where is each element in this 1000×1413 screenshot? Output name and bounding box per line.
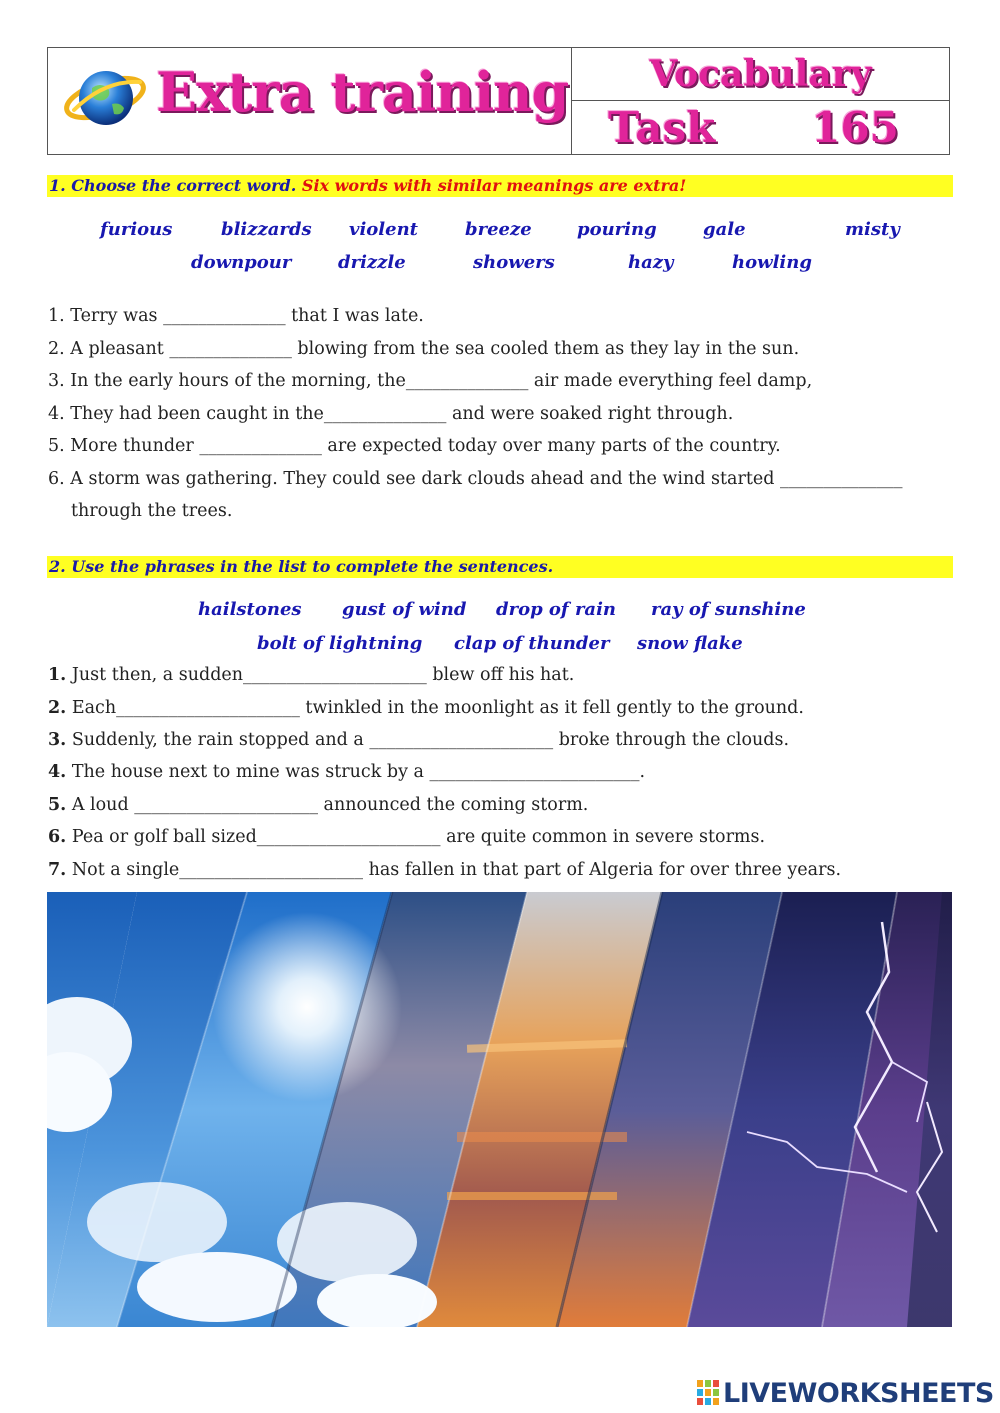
sentence-number: 1.: [48, 665, 67, 685]
exercise2-sentence: [48, 762, 645, 782]
sentence-text: Just then, a sudden_____________________ blew off his hat.: [66, 665, 575, 685]
exercise2-sentence: [48, 665, 574, 685]
sentence-text: Pea or golf ball sized_____________________ are quite common in severe storms.: [66, 827, 766, 847]
task-label: Task: [608, 103, 716, 152]
phrase-option[interactable]: clap of thunder: [454, 633, 610, 654]
word-option[interactable]: downpour: [191, 252, 292, 273]
word-option[interactable]: pouring: [577, 219, 657, 240]
header-task-info: [572, 48, 949, 154]
brand-title: Extra training: [156, 60, 569, 124]
weather-collage-image: [47, 892, 952, 1327]
exercise2-sentence: [48, 827, 765, 847]
sentence-number: 5.: [48, 795, 67, 815]
word-option[interactable]: misty: [845, 219, 900, 240]
word-option[interactable]: drizzle: [338, 252, 406, 273]
phrase-option[interactable]: hailstones: [198, 599, 302, 620]
phrase-option[interactable]: bolt of lightning: [257, 633, 423, 654]
exercise2-sentence: [48, 795, 588, 815]
header-brand: [48, 48, 572, 154]
sentence-number: 7.: [48, 860, 67, 880]
exercise1-sentence: 5. More thunder ______________ are expected today over many parts of the country.: [48, 436, 781, 456]
word-option[interactable]: furious: [100, 219, 173, 240]
section1-note: Six words with similar meanings are extra!: [301, 176, 687, 195]
sentence-number: 6.: [48, 827, 67, 847]
section2-instruction-bar: [47, 556, 953, 578]
phrase-option[interactable]: drop of rain: [496, 599, 617, 620]
sentence-number: 4.: [48, 762, 67, 782]
phrase-option[interactable]: gust of wind: [342, 599, 467, 620]
sentence-text: The house next to mine was struck by a ________________________.: [66, 762, 646, 782]
task-number: 165: [811, 103, 899, 152]
exercise1-sentence-continuation: through the trees.: [71, 501, 233, 521]
section1-instruction-bar: [47, 175, 953, 197]
phrase-option[interactable]: ray of sunshine: [651, 599, 806, 620]
sentence-text: A loud _____________________ announced the coming storm.: [66, 795, 589, 815]
sentence-text: Suddenly, the rain stopped and a _____________________ broke through the clouds.: [66, 730, 790, 750]
exercise2-sentence: [48, 860, 841, 880]
liveworksheets-text: LIVEWORKSHEETS: [723, 1377, 994, 1409]
section2-instruction: 2. Use the phrases in the list to complete the sentences.: [49, 557, 554, 576]
word-option[interactable]: violent: [349, 219, 418, 240]
sentence-text: Each_____________________ twinkled in the moonlight as it fell gently to the ground.: [66, 698, 804, 718]
sentence-number: 2.: [48, 698, 67, 718]
exercise1-sentence: 4. They had been caught in the______________ and were soaked right through.: [48, 404, 734, 424]
liveworksheets-grid-icon: [697, 1380, 719, 1406]
word-option[interactable]: gale: [703, 219, 746, 240]
exercise1-sentence: 1. Terry was ______________ that I was late.: [48, 306, 424, 326]
exercise1-sentence: 3. In the early hours of the morning, the______________ air made everything feel damp,: [48, 371, 813, 391]
exercise1-sentence: 2. A pleasant ______________ blowing from the sea cooled them as they lay in the sun.: [48, 339, 800, 359]
category-label: Vocabulary: [649, 53, 872, 95]
word-option[interactable]: howling: [732, 252, 812, 273]
header-box: [47, 47, 950, 155]
exercise2-sentence: [48, 730, 789, 750]
phrase-option[interactable]: snow flake: [637, 633, 743, 654]
word-option[interactable]: breeze: [465, 219, 532, 240]
word-option[interactable]: hazy: [628, 252, 674, 273]
globe-logo-icon: [64, 62, 146, 134]
word-option[interactable]: showers: [473, 252, 555, 273]
exercise1-sentence: 6. A storm was gathering. They could see dark clouds ahead and the wind started ______________: [48, 469, 903, 489]
section1-instruction: 1. Choose the correct word.: [49, 176, 297, 195]
sentence-number: 3.: [48, 730, 67, 750]
liveworksheets-logo[interactable]: [697, 1377, 994, 1409]
sentence-text: Not a single_____________________ has fallen in that part of Algeria for over three years.: [66, 860, 842, 880]
word-option[interactable]: blizzards: [221, 219, 312, 240]
exercise2-sentence: [48, 698, 804, 718]
